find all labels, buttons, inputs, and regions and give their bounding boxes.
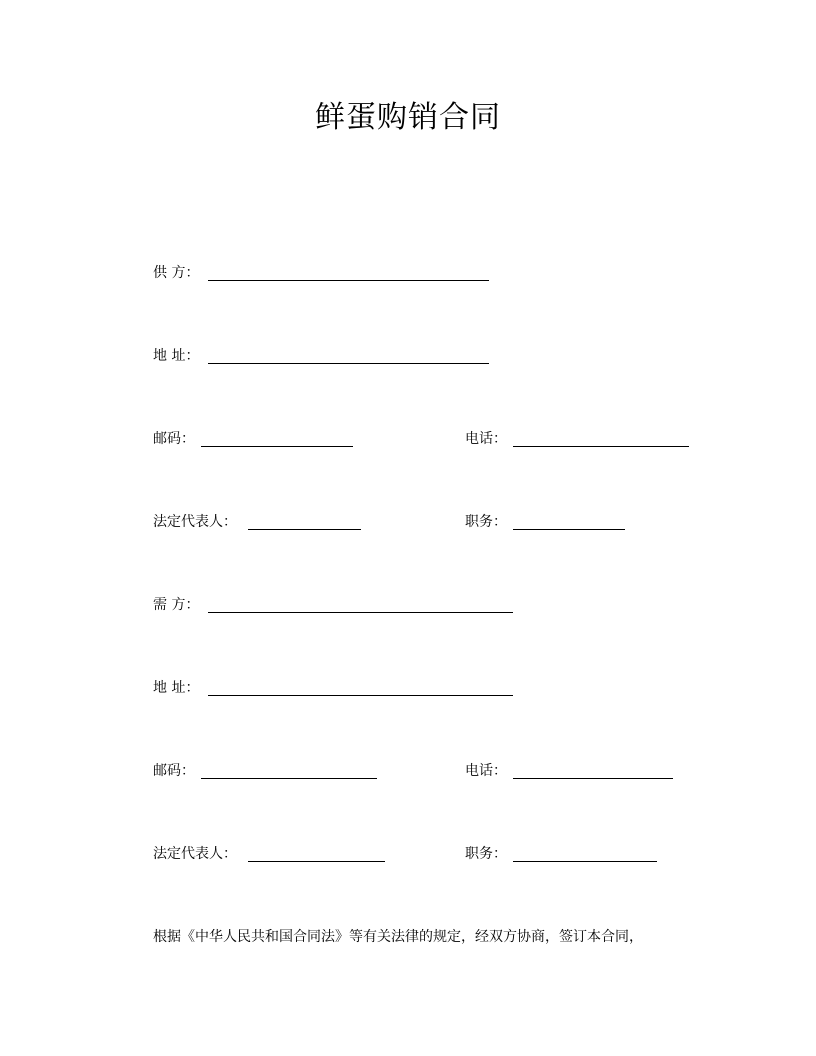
supplier-address-label: 地 址： [153,348,200,364]
buyer-position-label: 职务： [465,846,507,862]
buyer-position-blank[interactable] [513,861,657,862]
supplier-position-blank[interactable] [513,529,625,530]
buyer-legal-rep-label: 法定代表人： [153,846,237,862]
buyer-phone-label: 电话： [465,763,507,779]
buyer-postcode-label: 邮码： [153,763,195,779]
buyer-address-blank[interactable] [208,695,513,696]
intro-paragraph: 根据《中华人民共和国合同法》等有关法律的规定，经双方协商，签订本合同， [153,929,643,945]
supplier-phone-blank[interactable] [513,446,689,447]
supplier-legal-rep-label: 法定代表人： [153,514,237,530]
supplier-phone-label: 电话： [465,431,507,447]
supplier-address-blank[interactable] [208,363,489,364]
supplier-postcode-label: 邮码： [153,431,195,447]
supplier-party-label: 供 方： [153,265,200,281]
supplier-postcode-blank[interactable] [201,446,353,447]
buyer-phone-blank[interactable] [513,778,673,779]
buyer-address-label: 地 址： [153,680,200,696]
buyer-postcode-blank[interactable] [201,778,377,779]
document-title: 鲜蛋购销合同 [315,100,501,135]
buyer-party-blank[interactable] [208,612,513,613]
supplier-legal-rep-blank[interactable] [248,529,361,530]
supplier-party-blank[interactable] [208,280,489,281]
buyer-party-label: 需 方： [153,597,200,613]
buyer-legal-rep-blank[interactable] [248,861,385,862]
supplier-position-label: 职务： [465,514,507,530]
